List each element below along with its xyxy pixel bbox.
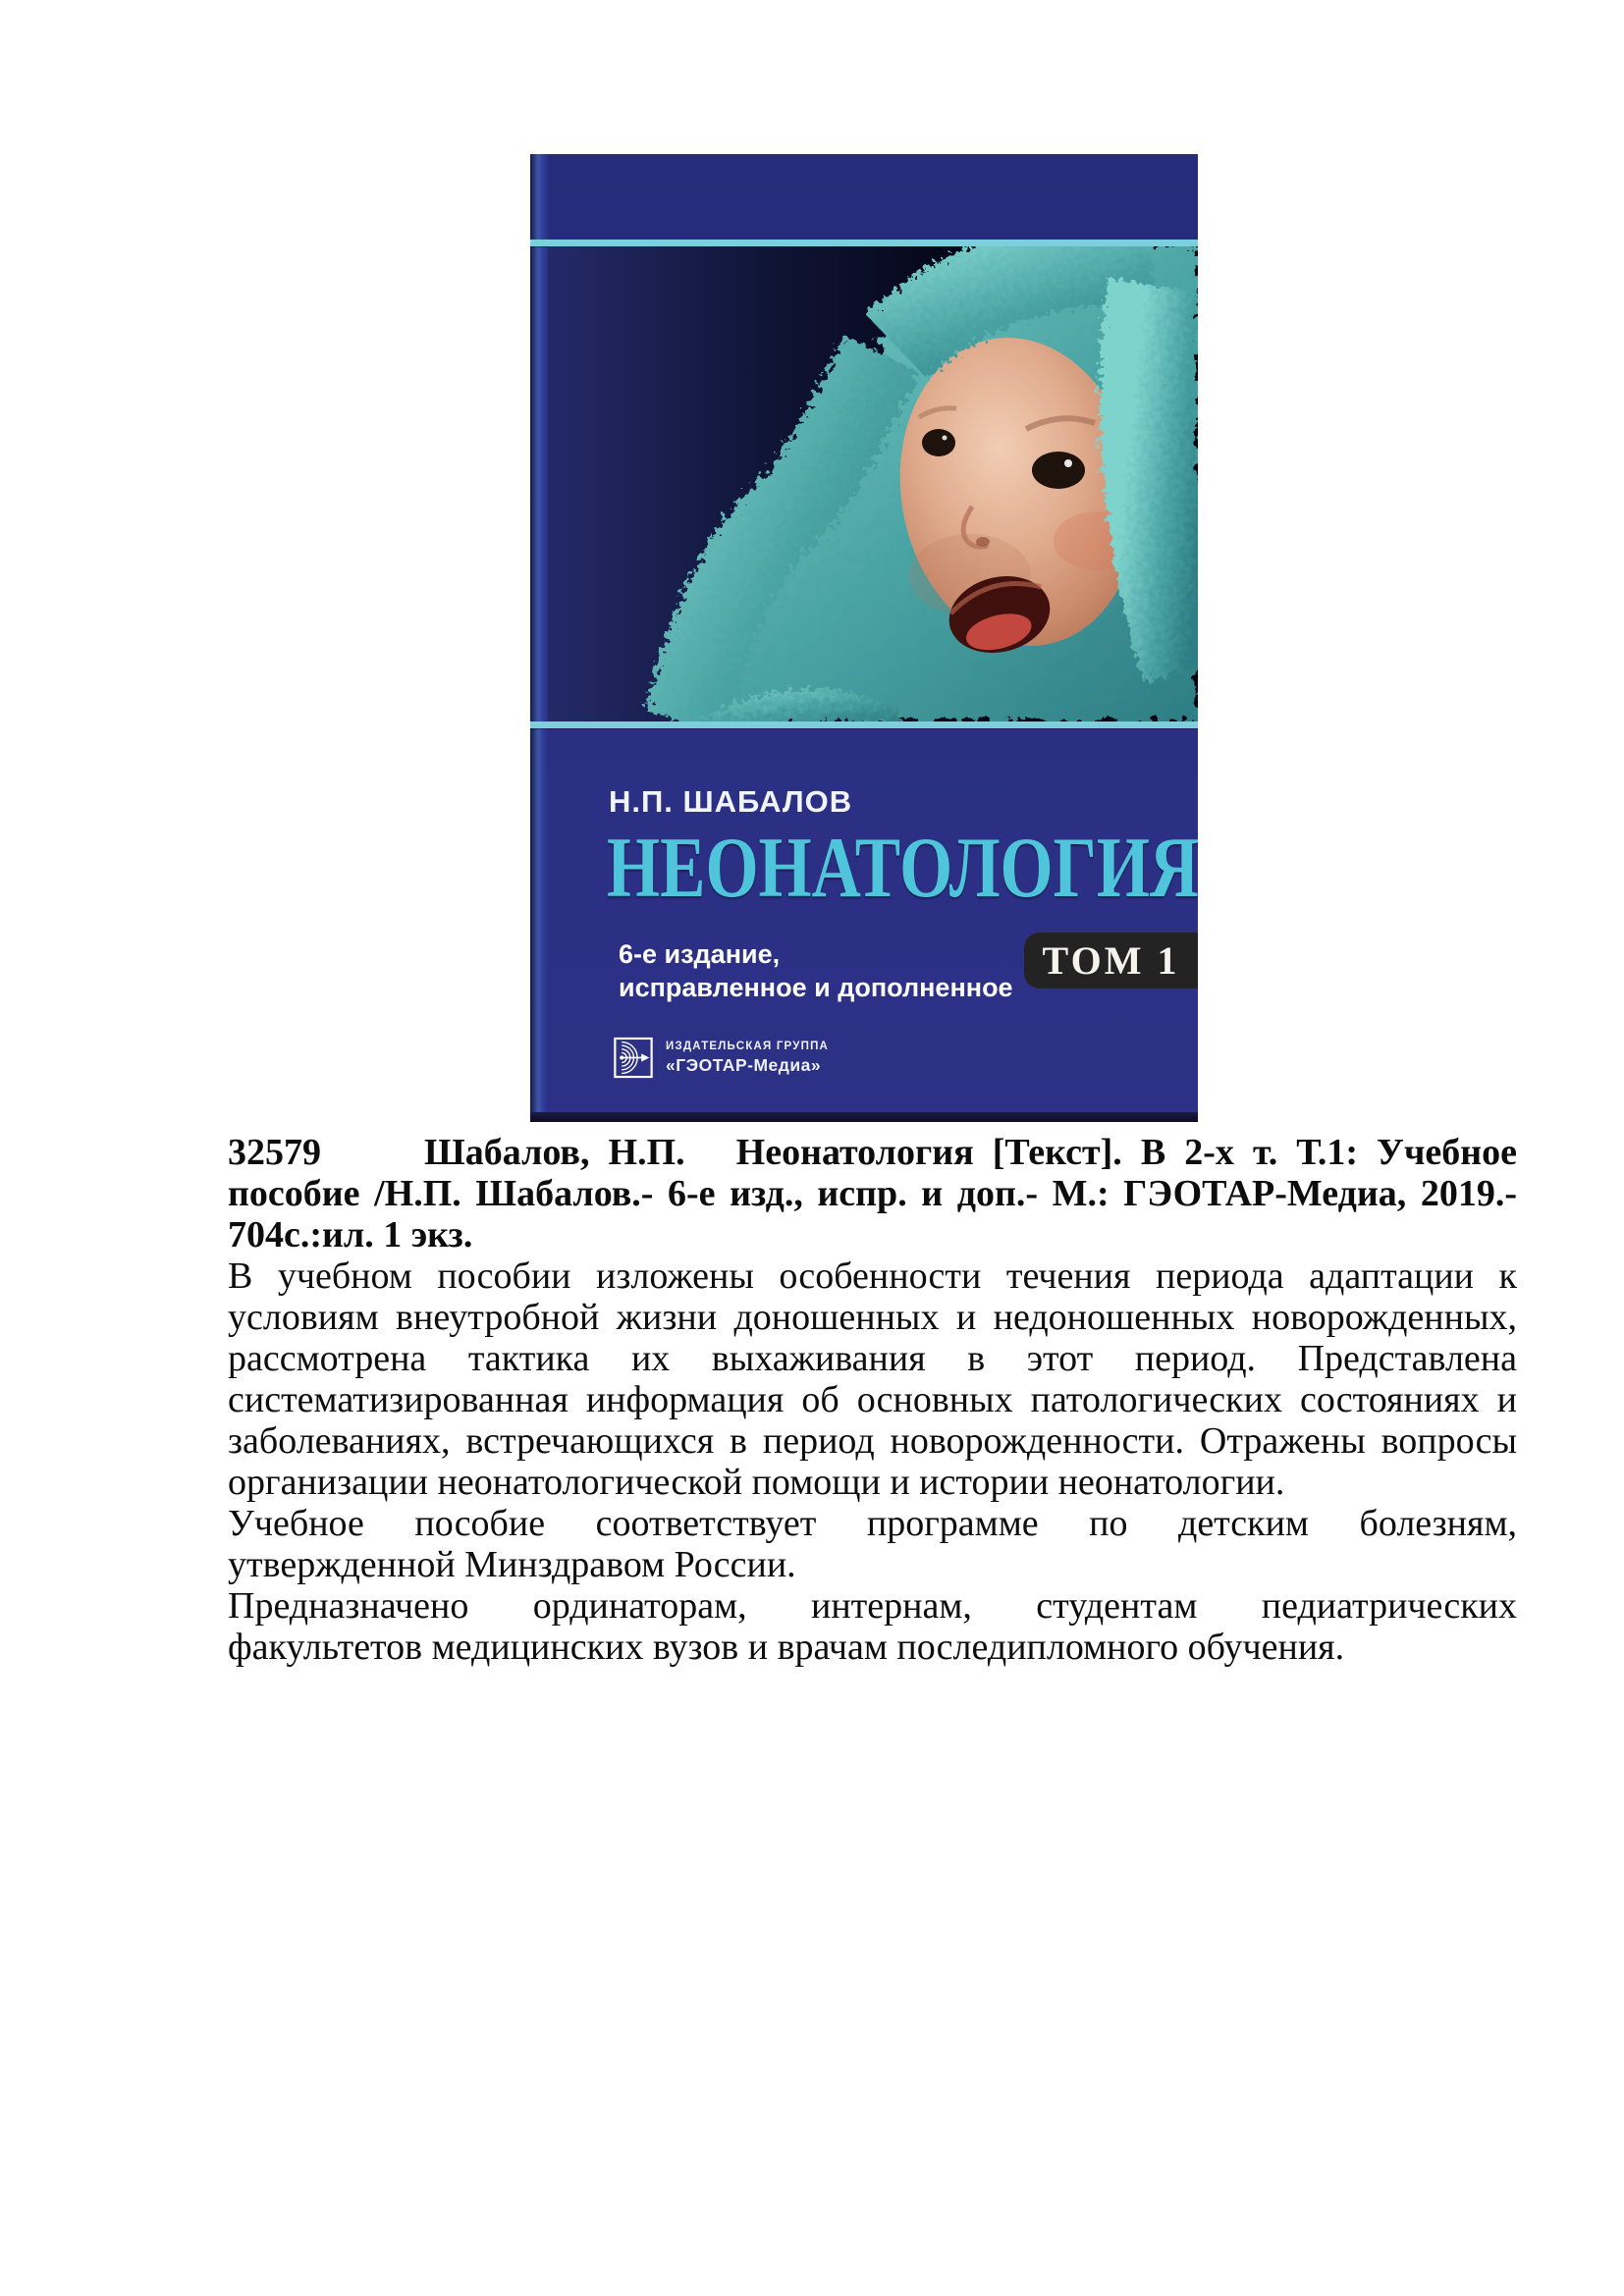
annotation-line: Учебное пособие соответствует программе по детским болезням, <box>228 1503 1517 1544</box>
book-spine <box>530 154 548 1122</box>
cover-title: НЕОНАТОЛОГИЯ <box>607 821 1200 916</box>
record-number: 32579 <box>228 1132 321 1173</box>
cover-author: Н.П. ШАБАЛОВ <box>609 784 853 819</box>
edition-line-2: исправленное и дополненное <box>619 973 1013 1002</box>
cover-bottom-edge <box>530 1112 1198 1122</box>
edition-line-1: 6-е издание, <box>619 939 781 969</box>
catalog-title: Неонатология [Текст]. В 2-х т. Т.1: Учебное <box>735 1132 1518 1173</box>
cover-photo <box>548 246 1198 721</box>
teal-divider-bottom <box>530 721 1198 728</box>
catalog-entry <box>228 1132 1517 1668</box>
catalog-head-line-1 <box>228 1132 1517 1173</box>
volume-badge <box>1024 933 1198 988</box>
annotation-line: систематизированная информация об основных патологических состояниях и <box>228 1379 1517 1420</box>
volume-badge-label: ТОМ 1 <box>1042 938 1180 983</box>
publisher-name: «ГЭОТАР-Медиа» <box>666 1054 822 1075</box>
publisher-logo <box>614 1037 829 1079</box>
annotation-line: условиям внеутробной жизни доношенных и недоношенных новорожденных, <box>228 1297 1517 1338</box>
annotation-line: рассмотрена тактика их выхаживания в этот период. Представлена <box>228 1338 1517 1379</box>
annotation-line: организации неонатологической помощи и истории неонатологии. <box>228 1462 1285 1503</box>
book-cover <box>530 154 1198 1122</box>
baby-photo-illustration <box>548 246 1198 721</box>
catalog-author: Шабалов, Н.П. <box>424 1132 685 1173</box>
catalog-head-line-3: 704с.:ил. 1 экз. <box>228 1214 473 1255</box>
publisher-group-label: ИЗДАТЕЛЬСКАЯ ГРУППА <box>666 1040 830 1052</box>
annotation-line: заболеваниях, встречающихся в период новорожденности. Отражены вопросы <box>228 1420 1517 1462</box>
annotation-line: Предназначено ординаторам, интернам, студентам педиатрических <box>228 1585 1517 1627</box>
annotation-line: утвержденной Минздравом России. <box>228 1544 796 1585</box>
catalog-head-line-2: пособие /Н.П. Шабалов.- 6-е изд., испр. и доп.- М.: ГЭОТАР-Медиа, 2019.- <box>228 1173 1517 1214</box>
annotation-line: факультетов медицинских вузов и врачам последипломного обучения. <box>228 1627 1345 1668</box>
annotation-line: В учебном пособии изложены особенности течения периода адаптации к <box>228 1255 1517 1297</box>
publisher-logo-icon <box>614 1037 653 1079</box>
teal-divider-top <box>530 240 1198 246</box>
edition-info <box>619 937 1013 1004</box>
